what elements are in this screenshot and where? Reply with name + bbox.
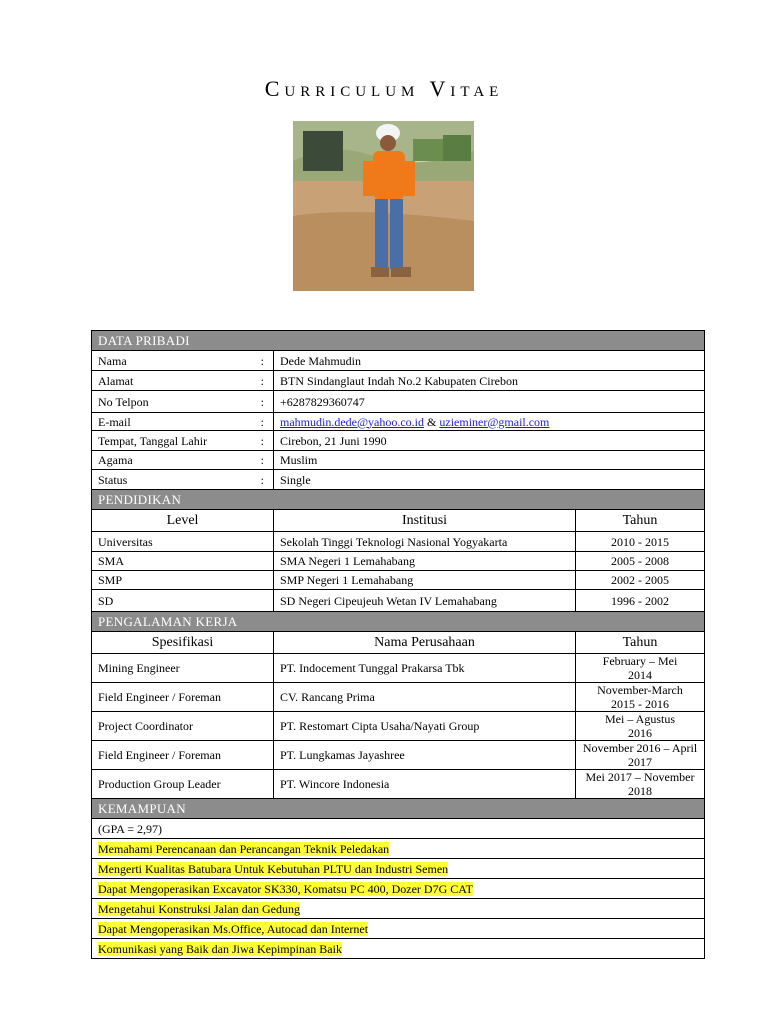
separator: : (252, 451, 274, 470)
label-nama: Nama (92, 351, 252, 371)
work-year-line2: 2017 (628, 755, 652, 769)
label-email: E-mail (92, 413, 252, 431)
work-year-line1: Mei – Agustus (605, 712, 676, 726)
work-position: Mining Engineer (92, 654, 274, 683)
work-year (576, 770, 705, 799)
skill-item (92, 879, 705, 899)
work-company: PT. Wincore Indonesia (274, 770, 576, 799)
separator: : (252, 351, 274, 371)
table-row (92, 571, 705, 590)
column-header-tahun: Tahun (576, 510, 705, 532)
education-institution: SMA Negeri 1 Lemahabang (274, 552, 576, 571)
table-row (92, 712, 705, 741)
work-year-line2: 2018 (628, 784, 652, 798)
profile-photo (293, 121, 474, 291)
skill-item (92, 939, 705, 959)
skill-item (92, 899, 705, 919)
skill-text: Memahami Perencanaan dan Perancangan Teknik Peledakan (98, 841, 390, 856)
education-institution: SD Negeri Cipeujeuh Wetan IV Lemahabang (274, 590, 576, 612)
separator: : (252, 371, 274, 391)
work-company: PT. Lungkamas Jayashree (274, 741, 576, 770)
table-row (92, 590, 705, 612)
skill-text: Dapat Mengoperasikan Excavator SK330, Komatsu PC 400, Dozer D7G CAT (98, 881, 473, 896)
value-alamat: BTN Sindanglaut Indah No.2 Kabupaten Cirebon (274, 371, 705, 391)
skill-item (92, 919, 705, 939)
separator: : (252, 413, 274, 431)
section-header-work: PENGALAMAN KERJA (92, 612, 705, 632)
work-company: PT. Restomart Cipta Usaha/Nayati Group (274, 712, 576, 741)
skill-item (92, 839, 705, 859)
education-institution: SMP Negeri 1 Lemahabang (274, 571, 576, 590)
work-position: Field Engineer / Foreman (92, 741, 274, 770)
work-year-line1: November 2016 – April (582, 741, 698, 755)
work-company: CV. Rancang Prima (274, 683, 576, 712)
table-row (92, 552, 705, 571)
skill-text: Mengerti Kualitas Batubara Untuk Kebutuhan PLTU dan Industri Semen (98, 861, 449, 876)
work-year-line2: 2016 (628, 726, 652, 740)
skill-text: Komunikasi yang Baik dan Jiwa Kepimpinan Baik (98, 941, 342, 956)
table-row (92, 770, 705, 799)
separator: : (252, 431, 274, 451)
skill-text: Mengetahui Konstruksi Jalan dan Gedung (98, 901, 300, 916)
education-level: Universitas (92, 532, 274, 552)
education-level: SD (92, 590, 274, 612)
education-institution: Sekolah Tinggi Teknologi Nasional Yogyakarta (274, 532, 576, 552)
work-position: Field Engineer / Foreman (92, 683, 274, 712)
section-header-skills: KEMAMPUAN (92, 799, 705, 819)
work-year (576, 683, 705, 712)
value-ttl: Cirebon, 21 Juni 1990 (274, 431, 705, 451)
skill-item (92, 859, 705, 879)
table-row (92, 654, 705, 683)
section-header-personal: DATA PRIBADI (92, 331, 705, 351)
work-year-line2: 2015 - 2016 (611, 697, 669, 711)
table-row (92, 741, 705, 770)
table-row (92, 683, 705, 712)
value-agama: Muslim (274, 451, 705, 470)
section-header-education: PENDIDIKAN (92, 490, 705, 510)
label-telpon: No Telpon (92, 391, 252, 413)
separator: : (252, 391, 274, 413)
gpa-text: (GPA = 2,97) (92, 819, 705, 839)
work-year-line1: Mei 2017 – November (585, 770, 695, 784)
email-ampersand: & (427, 414, 437, 429)
work-position: Project Coordinator (92, 712, 274, 741)
value-email (274, 413, 705, 431)
work-year-line2: 2014 (628, 668, 652, 682)
education-year: 2005 - 2008 (576, 552, 705, 571)
column-header-institusi: Institusi (274, 510, 576, 532)
education-level: SMP (92, 571, 274, 590)
value-nama: Dede Mahmudin (274, 351, 705, 371)
label-alamat: Alamat (92, 371, 252, 391)
separator: : (252, 470, 274, 490)
column-header-tahun: Tahun (576, 632, 705, 654)
label-ttl: Tempat, Tanggal Lahir (92, 431, 252, 451)
work-year (576, 654, 705, 683)
work-year-line1: November-March (597, 683, 683, 697)
education-year: 2010 - 2015 (576, 532, 705, 552)
work-year (576, 741, 705, 770)
document-title: Curriculum Vitae (264, 76, 504, 101)
education-year: 2002 - 2005 (576, 571, 705, 590)
value-telpon: +6287829360747 (274, 391, 705, 413)
work-company: PT. Indocement Tunggal Prakarsa Tbk (274, 654, 576, 683)
label-status: Status (92, 470, 252, 490)
education-year: 1996 - 2002 (576, 590, 705, 612)
email-link-2[interactable]: uzieminer@gmail.com (439, 414, 550, 429)
value-status: Single (274, 470, 705, 490)
skill-text: Dapat Mengoperasikan Ms.Office, Autocad dan Internet (98, 921, 369, 936)
work-year-line1: February – Mei (602, 654, 678, 668)
email-link-1[interactable]: mahmudin.dede@yahoo.co.id (280, 414, 425, 429)
work-year (576, 712, 705, 741)
column-header-perusahaan: Nama Perusahaan (274, 632, 576, 654)
label-agama: Agama (92, 451, 252, 470)
column-header-level: Level (92, 510, 274, 532)
column-header-spesifikasi: Spesifikasi (92, 632, 274, 654)
work-position: Production Group Leader (92, 770, 274, 799)
cv-table (91, 330, 705, 959)
table-row (92, 532, 705, 552)
education-level: SMA (92, 552, 274, 571)
